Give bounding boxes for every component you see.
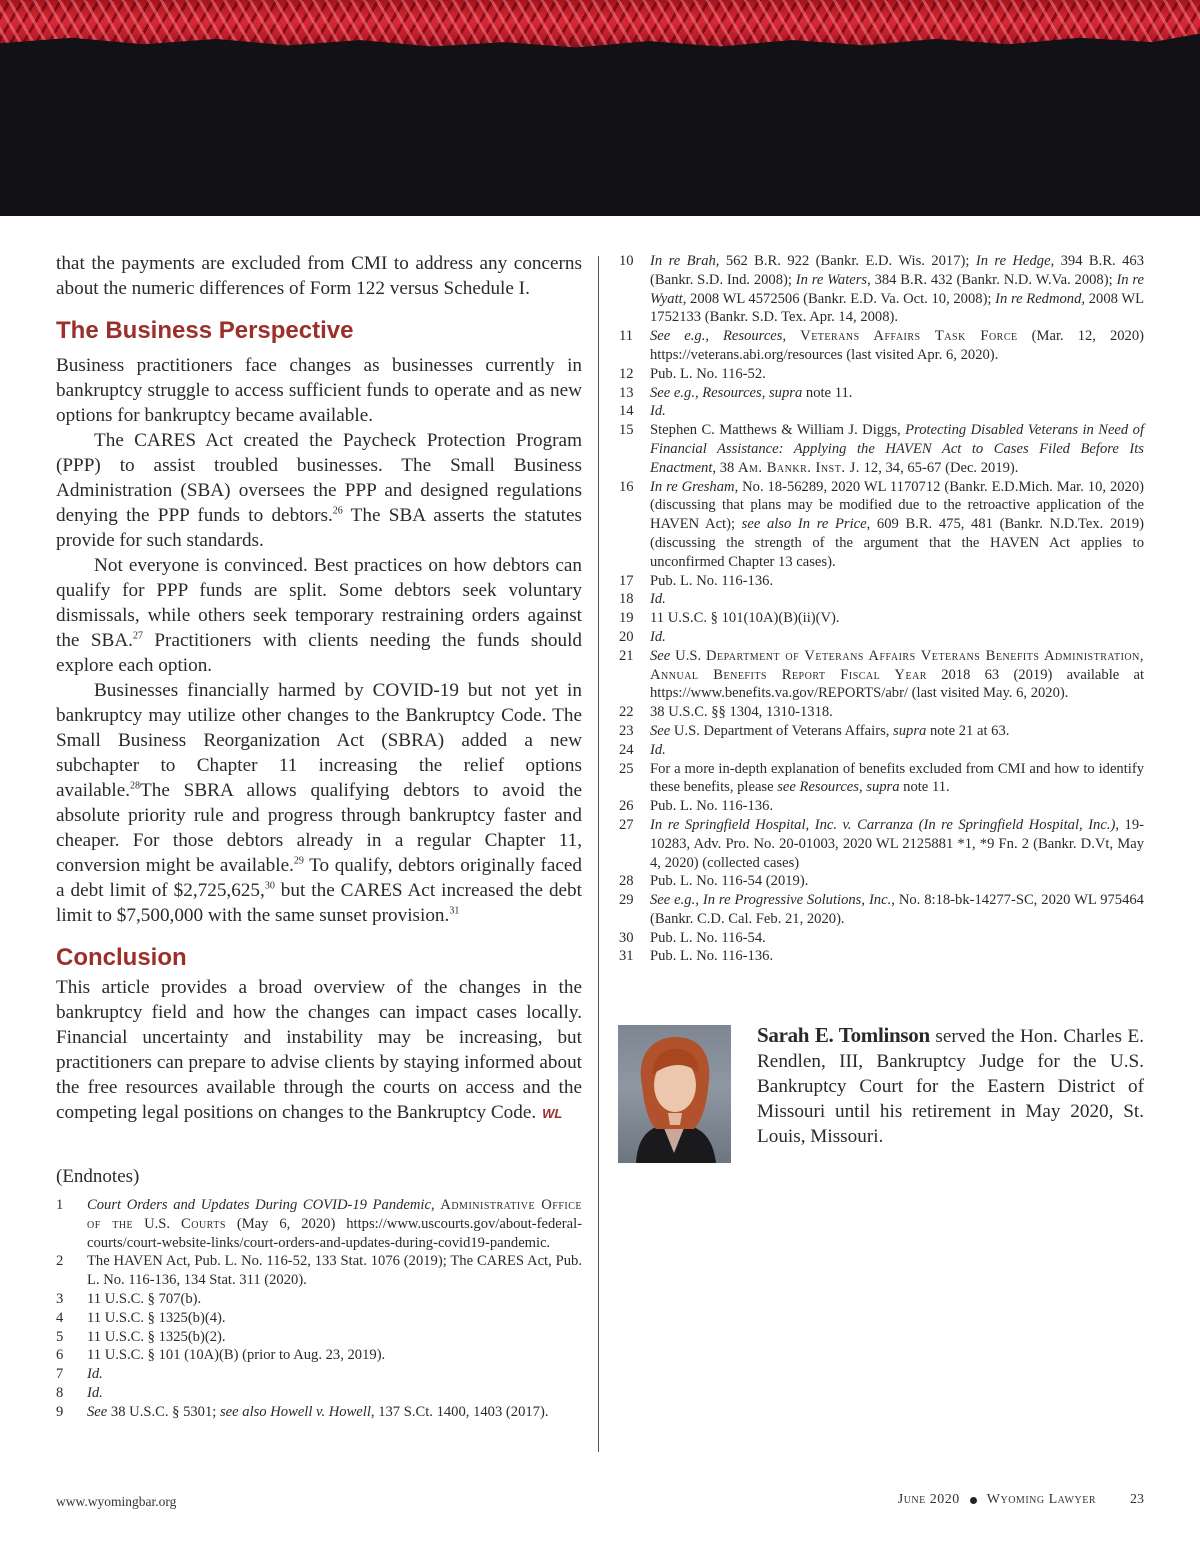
footer-issue: June 2020 [897,1492,960,1507]
endnote: 12 Pub. L. No. 116-52. [619,365,766,382]
author-name: Sarah E. Tomlinson [757,1023,930,1047]
endnote: 8 Id. [56,1384,103,1401]
conclusion-paragraph: This article provides a broad overview of the changes in the bankruptcy field and how the changes can impact cases locally. Financial uncertainty and instability may be increasing, but practitioners can prepare to advise clients by staying informed about the free resources available through the courts on access and the competing legal positions on changes to the Bankruptcy Code. WL [56,977,582,1123]
endnote: 13 See e.g., Resources, supra note 11. [619,384,853,401]
endnote: 15 Stephen C. Matthews & William J. Diggs, Protecting Disabled Veterans in Need of Financial Assistance: Applying the HAVEN Act to Cases Filed Before Its Enactment, 38 Am. Bankr. Inst. J. 12, 34, 65-67 (Dec. 2019). [619,422,1144,476]
endnotes-title: (Endnotes) [56,1166,140,1187]
endnote: 14 Id. [619,403,666,420]
endnote: 31 Pub. L. No. 116-136. [619,948,774,965]
author-bio: Sarah E. Tomlinson served the Hon. Charles E. Rendlen, III, Bankruptcy Judge for the U.S. Bankruptcy Court for the Eastern District of Missouri until his retirement in May 2020, St. Louis, Missouri. [757,1023,1144,1147]
business-paragraph-4: Businesses financially harmed by COVID-19 but not yet in bankruptcy may utilize other changes to the Bankruptcy Code. The Small Business Reorganization Act (SBRA) added a new subchapter to Chapter 11 increasing the relief options available.$^{28}$The SBRA allows qualifying debtors to avoid the absolute priority rule and progress through bankruptcy faster and cheaper. For those debtors already in a regular Chapter 11, conversion might be available.$^{29}$ To qualify, debtors originally faced a debt limit of $2,725,625,30 but the CARES Act increased the debt limit to $7,500,000 with the same sunset provision.$^{31}$ [56,680,582,926]
footnote-ref[interactable]: 31 [449,905,460,917]
endnote: 3 11 U.S.C. § 707(b). [56,1290,202,1307]
endnote: 11 See e.g., Resources, Veterans Affairs Task Force (Mar. 12, 2020) https://veterans.abi.org/resources (last visited Apr. 6, 2020). [619,328,1145,363]
endnote: 10 In re Brah, 562 B.R. 922 (Bankr. E.D. Wis. 2017); In re Hedge, 394 B.R. 463 (Bankr. S.D. Ind. 2008); In re Waters, 384 B.R. 432 (Bankr. N.D. W.Va. 2008); In re Wyatt, 2008 WL 4572506 (Bankr. E.D. Va. Oct. 10, 2008); In re Redmond, 2008 WL 1752133 (Bankr. S.D. Tex. Apr. 14, 2008). [619,253,1145,326]
bullet-icon [970,1497,977,1504]
footer-website[interactable]: www.wyomingbar.org [56,1494,177,1509]
endnote: 17 Pub. L. No. 116-136. [619,572,774,589]
endnote: 21 See U.S. Department of Veterans Affairs Veterans Benefits Administration, Annual Benefits Report Fiscal Year 2018 63 (2019) available at https://www.benefits.va.gov/REPORTS/abr/ (last visited May. 6, 2020). [619,647,1145,702]
endnote: 22 38 U.S.C. §§ 1304, 1310-1318. [619,704,833,721]
business-heading: The Business Perspective [56,317,354,344]
endnote: 25 For a more in-depth explanation of benefits excluded from CMI and how to identify these benefits, please see Resources, supra note 11. [619,760,1144,796]
endnote: 23 See U.S. Department of Veterans Affairs, supra note 21 at 63. [619,722,1010,739]
endnote: 18 Id. [619,591,666,608]
footnote-ref[interactable]: 30 [264,880,275,892]
endnote: 20 Id. [619,628,666,645]
endnote: 30 Pub. L. No. 116-54. [619,929,766,946]
endnote: 16 In re Gresham, No. 18-56289, 2020 WL 1170712 (Bankr. E.D.Mich. Mar. 10, 2020) (discussing that plans may be modified due to the retroactive application of the HAVEN Act); see also In re Price, 609 B.R. 475, 481 (Bankr. N.D.Tex. 2019) (discussing the strength of the argument that the HAVEN Act applies to unconfirmed Chapter 13 cases). [619,478,1144,570]
endnote: 9 See 38 U.S.C. § 5301; see also Howell v. Howell, 137 S.Ct. 1400, 1403 (2017). [56,1403,549,1420]
footer-publication-info [898,1492,1144,1508]
end-mark: WL [542,1106,563,1121]
page-number: 23 [1130,1492,1144,1507]
endnote: 24 Id. [619,741,666,758]
endnote: 26 Pub. L. No. 116-136. [619,798,774,815]
footnote-ref[interactable]: 27 [132,630,143,642]
endnote: 27 In re Springfield Hospital, Inc. v. Carranza (In re Springfield Hospital, Inc.), 19-10283, Adv. Pro. No. 20-01003, 2020 WL 2125881 *1, *9 Fn. 2 (Bankr. D.Vt, May 4, 2020) (collected cases) [619,816,1144,871]
red-braid-decoration [0,0,1200,54]
endnote: 5 11 U.S.C. § 1325(b)(2). [56,1328,226,1345]
footer-publication: Wyoming Lawyer [986,1492,1096,1507]
endnote: 4 11 U.S.C. § 1325(b)(4). [56,1309,226,1326]
endnote: 29 See e.g., In re Progressive Solutions, Inc., No. 8:18-bk-14277-SC, 2020 WL 975464 (Bankr. C.D. Cal. Feb. 21, 2020). [619,892,1144,927]
footnote-ref[interactable]: 29 [293,855,304,867]
endnote: 7 Id. [56,1366,103,1383]
business-paragraph-1: Business practitioners face changes as businesses currently in bankruptcy struggle to access sufficient funds to operate and as new options for bankruptcy became available. [56,355,582,426]
footnote-ref[interactable]: 28 [130,780,141,792]
endnote: 28 Pub. L. No. 116-54 (2019). [619,873,809,890]
business-paragraph-2: The CARES Act created the Paycheck Protection Program (PPP) to assist troubled businesses. The Small Business Administration (SBA) oversees the PPP and designed regulations denying the PPP funds to debtors.$^{26}$ The SBA asserts the statutes provide for such standards. [56,430,582,551]
column-divider [598,256,599,1452]
left-column [56,251,582,1422]
endnote: 1 Court Orders and Updates During COVID-19 Pandemic, Administrative Office of the U.S. Courts (May 6, 2020) https://www.uscourts.gov/about-federal-courts/court-website-links/court-orders-and-updates-during-covid19-pandemic. [56,1197,582,1251]
right-column-endnotes [619,252,1144,966]
footnote-ref[interactable]: 26 [332,505,343,517]
business-paragraph-3: Not everyone is convinced. Best practices on how debtors can qualify for PPP funds are split. Some debtors seek voluntary dismissals, while others seek temporary restraining orders against the SBA.$^{27}$ Practitioners with clients needing the funds should explore each option. [56,555,582,676]
author-photo [618,1025,731,1163]
conclusion-heading: Conclusion [56,944,187,971]
continuation-paragraph: that the payments are excluded from CMI to address any concerns about the numeric differences of Form 122 versus Schedule I. [56,253,582,299]
author-portrait-image [618,1025,731,1163]
endnote: 2 The HAVEN Act, Pub. L. No. 116-52, 133 Stat. 1076 (2019); The CARES Act, Pub. L. No. 116-136, 134 Stat. 311 (2020). [56,1253,582,1289]
header-banner [0,0,1200,216]
endnote: 6 11 U.S.C. § 101 (10A)(B) (prior to Aug. 23, 2019). [56,1347,386,1364]
endnote: 19 11 U.S.C. § 101(10A)(B)(ii)(V). [619,610,840,627]
